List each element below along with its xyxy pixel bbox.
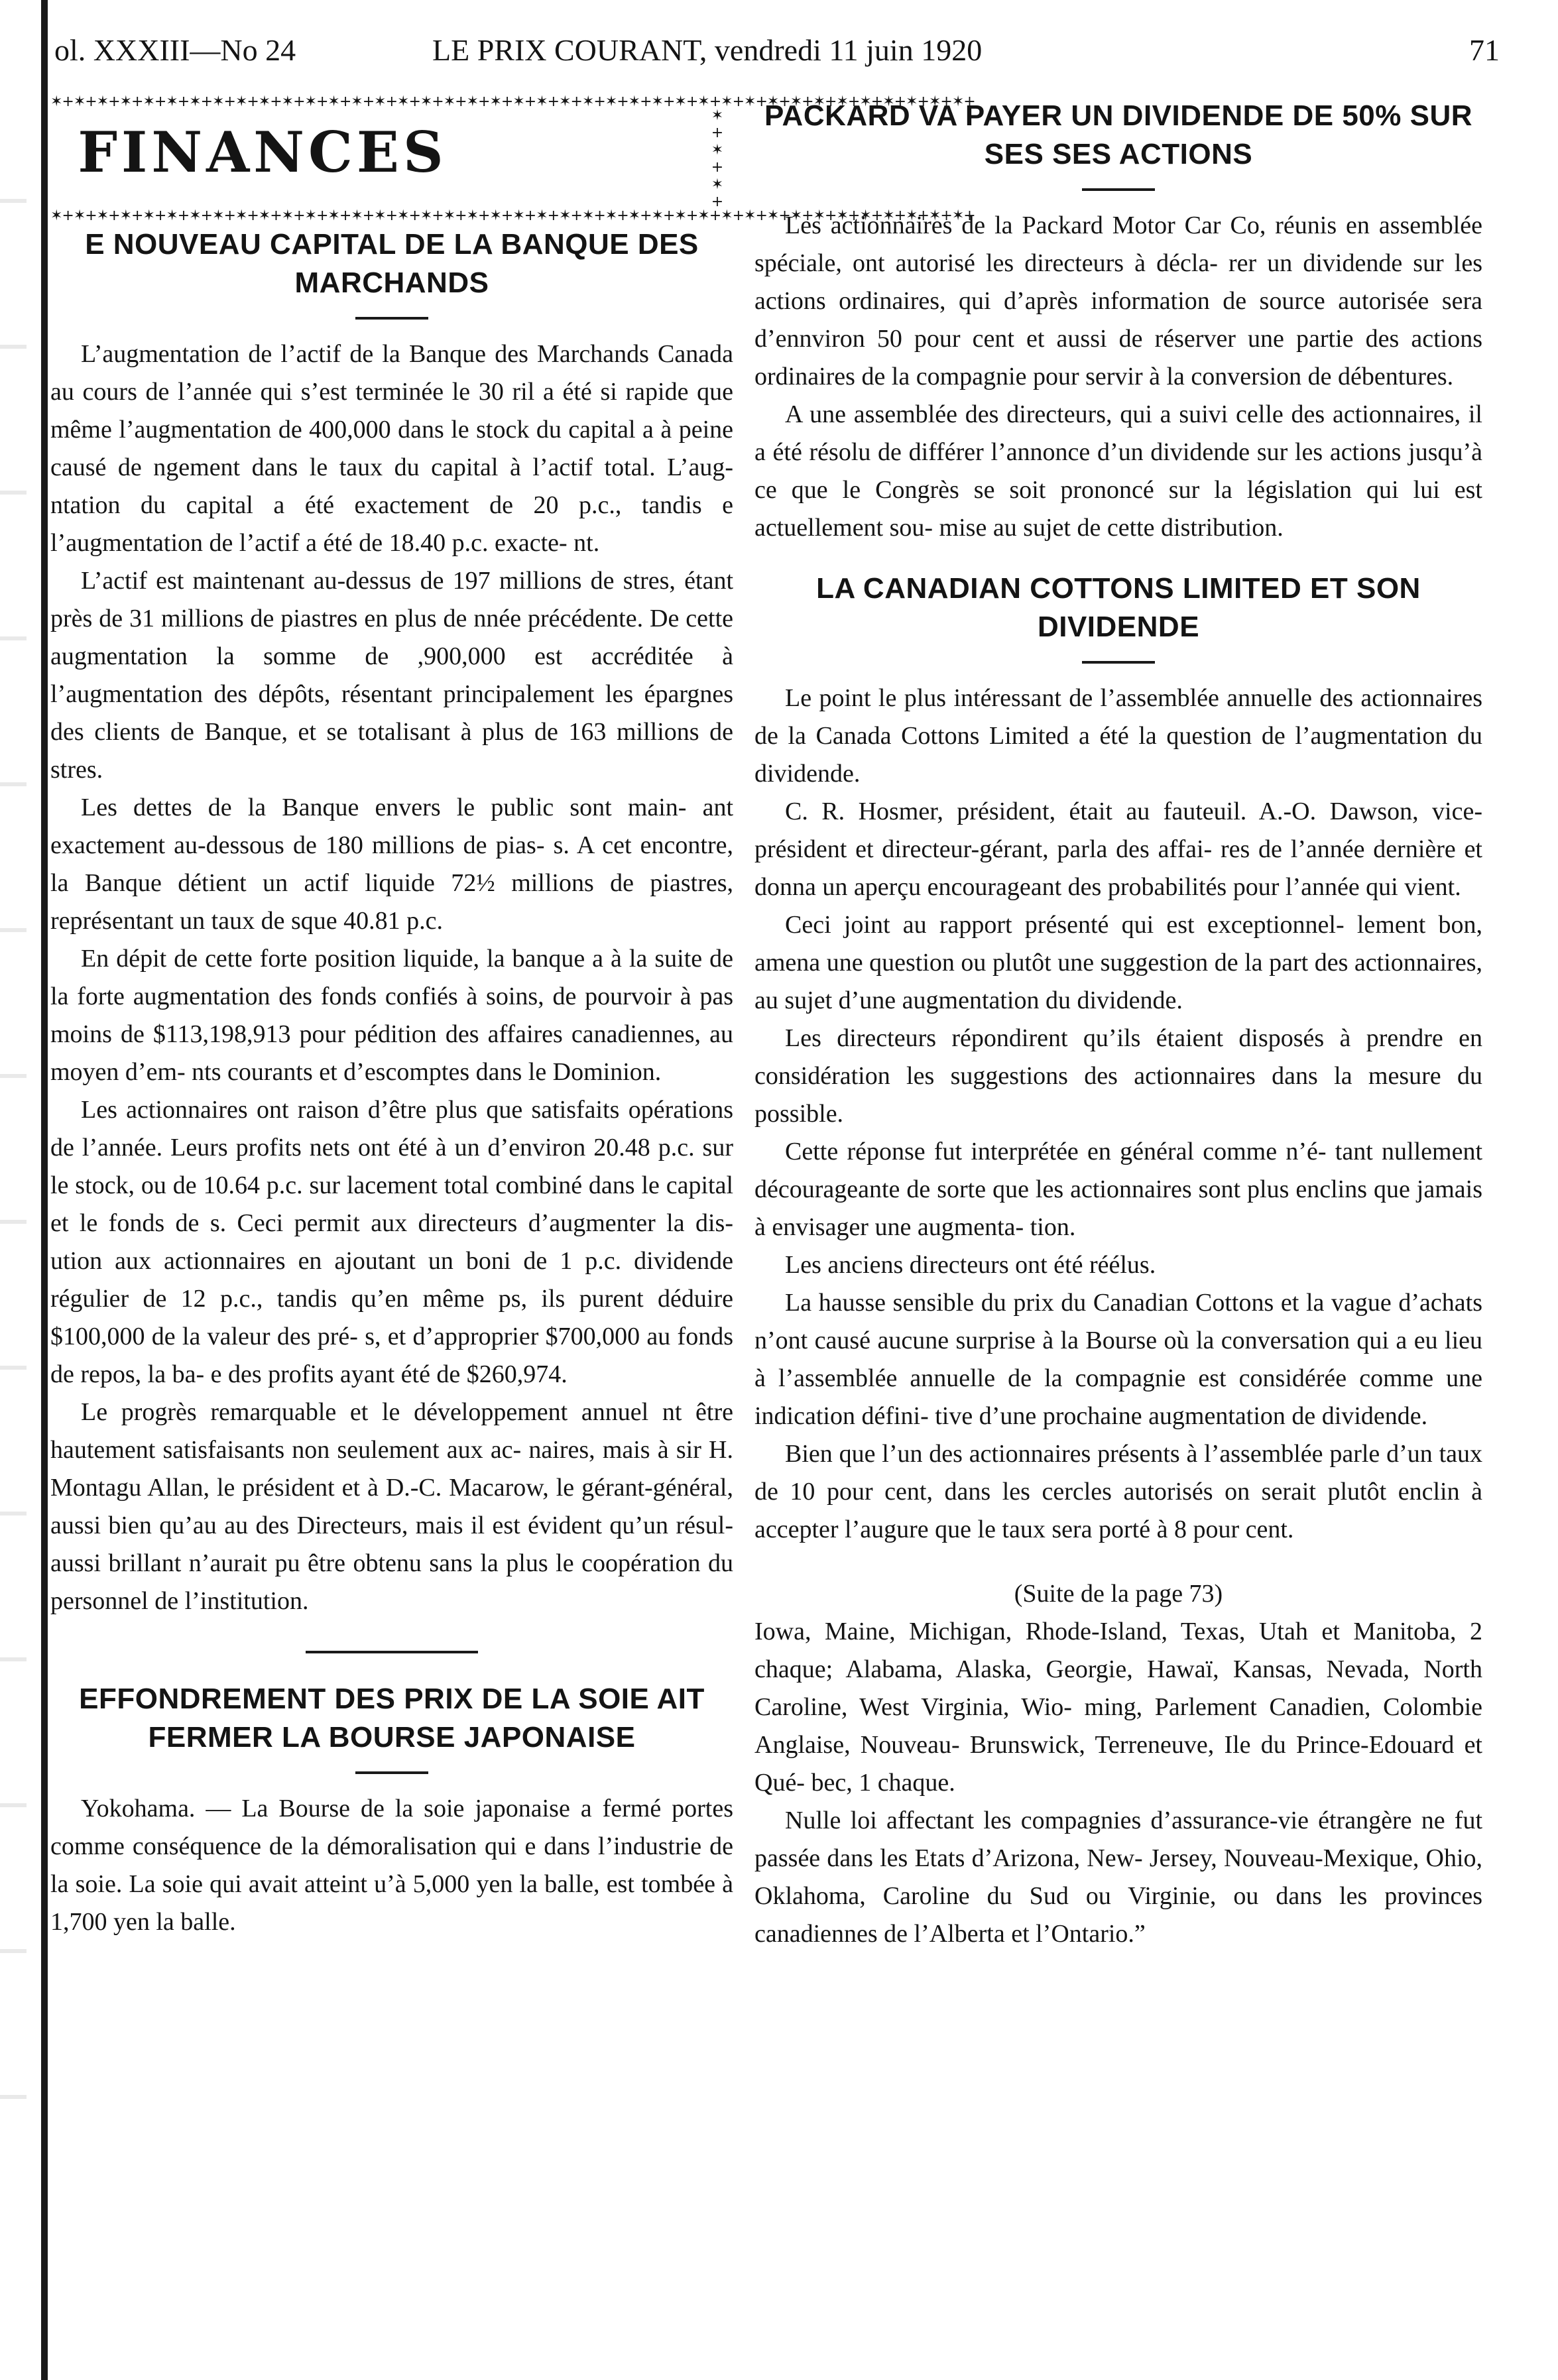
paragraph: L’augmentation de l’actif de la Banque des Marchands Canada au cours de l’année qui s’est terminée le 30 ril a été si rapide que même l’augmentation de 400,000 dans le stock du capital a à peine causé de ngement dans le taux du capital à l’actif total. L’aug- ntation du capital a été exactement de 20 p.c., tandis e l’augmentation de l’actif a été de 18.40 p.c. exacte- nt. [50,340,733,557]
paragraph: Les dettes de la Banque envers le public sont main- ant exactement au-dessous de 180 millions de pias- s. A cet encontre, la Banque détient un actif liquide 72½ millions de piastres, représentant un taux de sque 40.81 p.c. [50,794,733,935]
paragraph: La hausse sensible du prix du Canadian Cottons et la vague d’achats n’ont causé aucune surprise à la Bourse où la conversation qui a eu lieu à l’assemblée annuelle de la compagnie est considérée comme une indication défini- tive d’une prochaine augmentation de dividende. [754,1289,1482,1430]
article-title-canadian-cottons: LA CANADIAN COTTONS LIMITED ET SON DIVIDENDE [816,572,1421,643]
article-title-soie-japonaise: EFFONDREMENT DES PRIX DE LA SOIE AIT FERMER LA BOURSE JAPONAISE [79,1683,705,1754]
scan-gutter-marks [0,199,27,2188]
paragraph: A une assemblée des directeurs, qui a suivi celle des actionnaires, il a été résolu de différer l’annonce d’un dividende sur les actions jusqu’à ce que le Congrès se soit prononcé sur la législation qui lui est actuellement sou- mise au sujet de cette distribution. [754,400,1482,542]
title-rule [355,317,428,320]
finances-section-banner [50,93,975,224]
paragraph: Cette réponse fut interprétée en général comme n’é- tant nullement décourageante de sorte que les actionnaires sont plus enclins que jamais à envisager une augmenta- tion. [754,1138,1482,1241]
article-separator [306,1651,478,1653]
article-title-packard: PACKARD VA PAYER UN DIVIDENDE DE 50% SUR SES SES ACTIONS [764,99,1473,170]
title-rule [1082,661,1155,664]
section-title: FINANCES [78,119,448,185]
right-column [754,93,1482,2360]
ornamental-border-top: ✶+✶+✶+✶+✶+✶+✶+✶+✶+✶+✶+✶+✶+✶+✶+✶+✶+✶+✶+✶+✶+✶+✶+✶+✶+✶+✶+✶+✶+✶+✶+✶+✶+✶+✶+✶+✶+✶+✶+✶+ [50,93,975,110]
paragraph: En dépit de cette forte position liquide, la banque a à la suite de la forte augmentation des fonds confiés à soins, de pourvoir à pas moins de $113,198,913 pour pédition des affaires canadiennes, au moyen d’em- nts courants et d’escomptes dans le Dominion. [50,945,733,1086]
title-rule [355,1771,428,1774]
paragraph: Les actionnaires de la Packard Motor Car Co, réunis en assemblée spéciale, ont autorisé les directeurs à décla- rer un dividende sur les actions ordinaires, qui d’après information de source autorisée sera d’ennviron 50 pour cent et aussi de réserver une partie des actions ordinaires de la compagnie pour servir à la conversion de débentures. [754,211,1482,390]
article-title-banque-marchands: E NOUVEAU CAPITAL DE LA BANQUE DES MARCHANDS [85,228,699,299]
continuation-heading: (Suite de la page 73) [1014,1580,1223,1608]
paragraph: Les directeurs répondirent qu’ils étaient disposés à prendre en considération les suggestions des actionnaires dans la mesure du possible. [754,1024,1482,1128]
paragraph: L’actif est maintenant au-dessus de 197 millions de stres, étant près de 31 millions de piastres en plus de nnée précédente. De cette augmentation la somme de ,900,000 est accréditée à l’augmentation des dépôts, résentant principalement les épargnes des clients de Banque, et se totalisant à plus de 163 millions de stres. [50,567,733,784]
title-rule [1082,188,1155,191]
ornamental-border-bottom: ✶+✶+✶+✶+✶+✶+✶+✶+✶+✶+✶+✶+✶+✶+✶+✶+✶+✶+✶+✶+✶+✶+✶+✶+✶+✶+✶+✶+✶+✶+✶+✶+✶+✶+✶+✶+✶+✶+✶+✶+ [50,208,975,224]
ornamental-border-side: ✶ + ✶ + ✶ + [711,107,724,210]
paragraph: Bien que l’un des actionnaires présents à l’assemblée parle d’un taux de 10 pour cent, dans les cercles autorisés on serait plutôt enclin à accepter l’augure que le taux sera porté à 8 pour cent. [754,1440,1482,1543]
paragraph: Iowa, Maine, Michigan, Rhode-Island, Texas, Utah et Manitoba, 2 chaque; Alabama, Alaska, Georgie, Hawaï, Kansas, Nevada, North Caroline, West Virginia, Wio- ming, Parlement Canadien, Colombie Anglaise, Nouveau- Brunswick, Terreneuve, Ile du Prince-Edouard et Qué- bec, 1 chaque. [754,1618,1482,1797]
left-margin-rule [41,0,48,2380]
paragraph: Ceci joint au rapport présenté qui est exceptionnel- lement bon, amena une question ou plutôt une suggestion de la part des actionnaires, au sujet d’une augmentation du dividende. [754,911,1482,1014]
paragraph: Le progrès remarquable et le développement annuel nt être hautement satisfaisants non seulement aux ac- naires, mais à sir H. Montagu Allan, le président et à D.-C. Macarow, le gérant-général, aussi bien qu’au au des Directeurs, mais il est évident qu’un résul- aussi brillant n’aurait pu être obtenu sans la plus le coopération du personnel de l’institution. [50,1398,733,1615]
paragraph: C. R. Hosmer, président, était au fauteuil. A.-O. Dawson, vice-président et directeur-gérant, parla des affai- res de l’année dernière et donna un aperçu encourageant des probabilités pour l’année qui vient. [754,798,1482,901]
paragraph: Nulle loi affectant les compagnies d’assurance-vie étrangère ne fut passée dans les Etats d’Arizona, New- Jersey, Nouveau-Mexique, Ohio, Oklahoma, Caroline du Sud ou Virginie, ou dans les provinces canadiennes de l’Alberta et l’Ontario.” [754,1807,1482,1948]
volume-number: ol. XXXIII—No 24 [54,32,296,67]
page-number: 71 [1469,32,1500,67]
paragraph: Le point le plus intéressant de l’assemblée annuelle des actionnaires de la Canada Cottons Limited a été la question de l’augmentation du dividende. [754,684,1482,788]
paragraph: Yokohama. — La Bourse de la soie japonaise a fermé portes comme conséquence de la démoralisation qui e dans l’industrie de la soie. La soie qui avait atteint u’à 5,000 yen la balle, est tombée à 1,700 yen la balle. [50,1795,733,1936]
page-header [54,27,1500,73]
paragraph: Les anciens directeurs ont été réélus. [785,1251,1156,1279]
publication-title-date: LE PRIX COURANT, vendredi 11 juin 1920 [432,32,983,67]
paragraph: Les actionnaires ont raison d’être plus que satisfaits opérations de l’année. Leurs profits nets ont été à un d’environ 20.48 p.c. sur le stock, ou de 10.64 p.c. sur lacement total combiné dans le capital et le fonds de s. Ceci permit aux directeurs d’augmenter la dis- ution aux actionnaires en ajoutant un boni de 1 p.c. dividende régulier de 12 p.c., tandis qu’en même ps, ils purent déduire $100,000 de la valeur des pré- s, et d’approprier $700,000 au fonds de repos, la ba- e des profits ayant été de $260,974. [50,1096,733,1388]
